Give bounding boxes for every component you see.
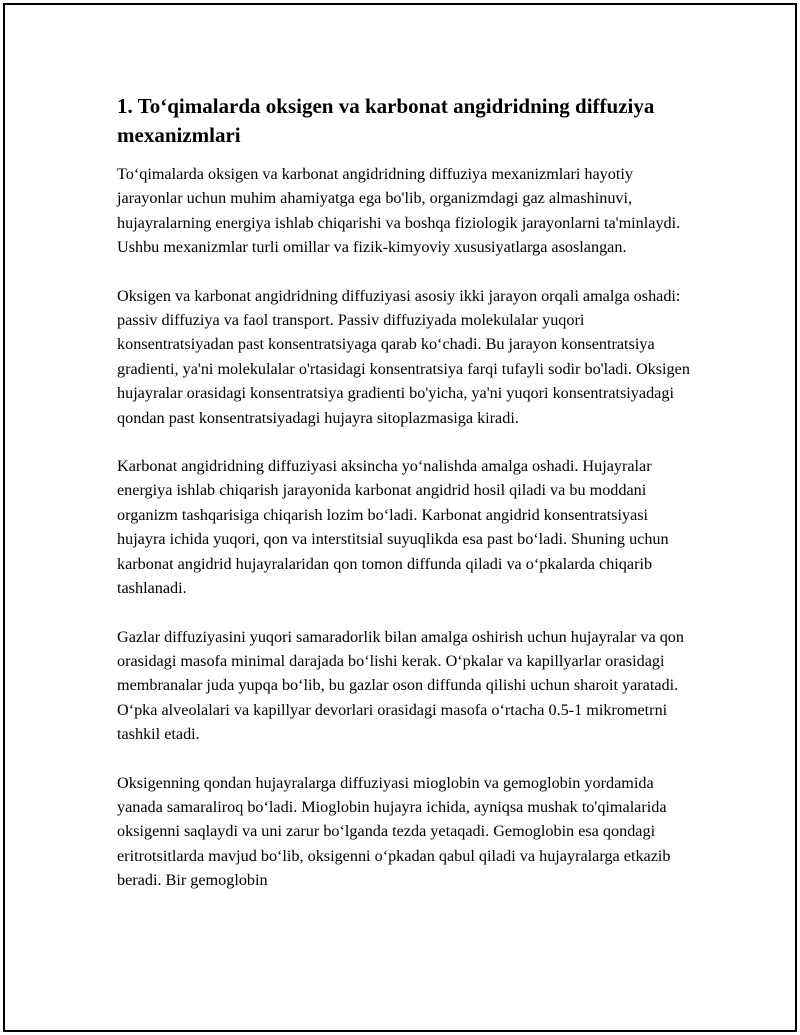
- section-title: 1. To‘qimalarda oksigen va karbonat angidridning diffuziya mexanizmlari: [117, 94, 655, 147]
- paragraph-1: To‘qimalarda oksigen va karbonat angidridning diffuziya mexanizmlari hayotiy jarayonlar uchun muhim ahamiyatga ega bo'lib, organizmdagi gaz almashinuvi, hujayralarning energiya ishlab chiqarishi va boshqa fiziologik jarayonlarni ta'minlaydi. Ushbu mexanizmlar turli omillar va fizik-kimyoviy xususiyatlarga asoslangan.: [117, 165, 681, 257]
- paragraph-4: Gazlar diffuziyasini yuqori samaradorlik bilan amalga oshirish uchun hujayralar va qon orasidagi masofa minimal darajada bo‘lishi kerak. O‘pkalar va kapillyarlar orasidagi membranalar juda yupqa bo‘lib, bu gazlar oson diffunda qilishi uchun sharoit yaratadi. O‘pka alveolalari va kapillyar devorlari orasidagi masofa o‘rtacha 0.5-1 mikrometrni tashkil etadi.: [117, 627, 684, 744]
- document-body: [117, 92, 697, 917]
- paragraph-3: Karbonat angidridning diffuziyasi aksincha yo‘nalishda amalga oshadi. Hujayralar energiya ishlab chiqarish jarayonida karbonat angidrid hosil qiladi va bu moddani organizm tashqarisiga chiqarish lozim bo‘ladi. Karbonat angidrid konsentratsiyasi hujayra ichida yuqori, qon va interstitsial suyuqlikda esa past bo‘ladi. Shuning uchun karbonat angidrid hujayralaridan qon tomon diffunda qiladi va o‘pkalarda chiqarib tashlanadi.: [117, 457, 669, 598]
- paragraph-2: Oksigen va karbonat angidridning diffuziyasi asosiy ikki jarayon orqali amalga oshadi: passiv diffuziya va faol transport. Passiv diffuziyada molekulalar yuqori konsentratsiyadan past konsentratsiyaga qarab ko‘chadi. Bu jarayon konsentratsiya gradienti, ya'ni molekulalar o'rtasidagi konsentratsiya farqi tufayli sodir bo'ladi. Oksigen hujayralar orasidagi konsentratsiya gradienti bo'yicha, ya'ni yuqori konsentratsiyadagi qondan past konsentratsiyadagi hujayra sitoplazmasiga kiradi.: [117, 286, 690, 427]
- paragraph-5: Oksigenning qondan hujayralarga diffuziyasi mioglobin va gemoglobin yordamida yanada samaraliroq bo‘ladi. Mioglobin hujayra ichida, ayniqsa mushak to'qimalarida oksigenni saqlaydi va uni zarur bo‘lganda tezda yetaqadi. Gemoglobin esa qondagi eritrotsitlarda mavjud bo‘lib, oksigenni o‘pkadan qabul qiladi va hujayralarga etkazib beradi. Bir gemoglobin: [117, 773, 671, 890]
